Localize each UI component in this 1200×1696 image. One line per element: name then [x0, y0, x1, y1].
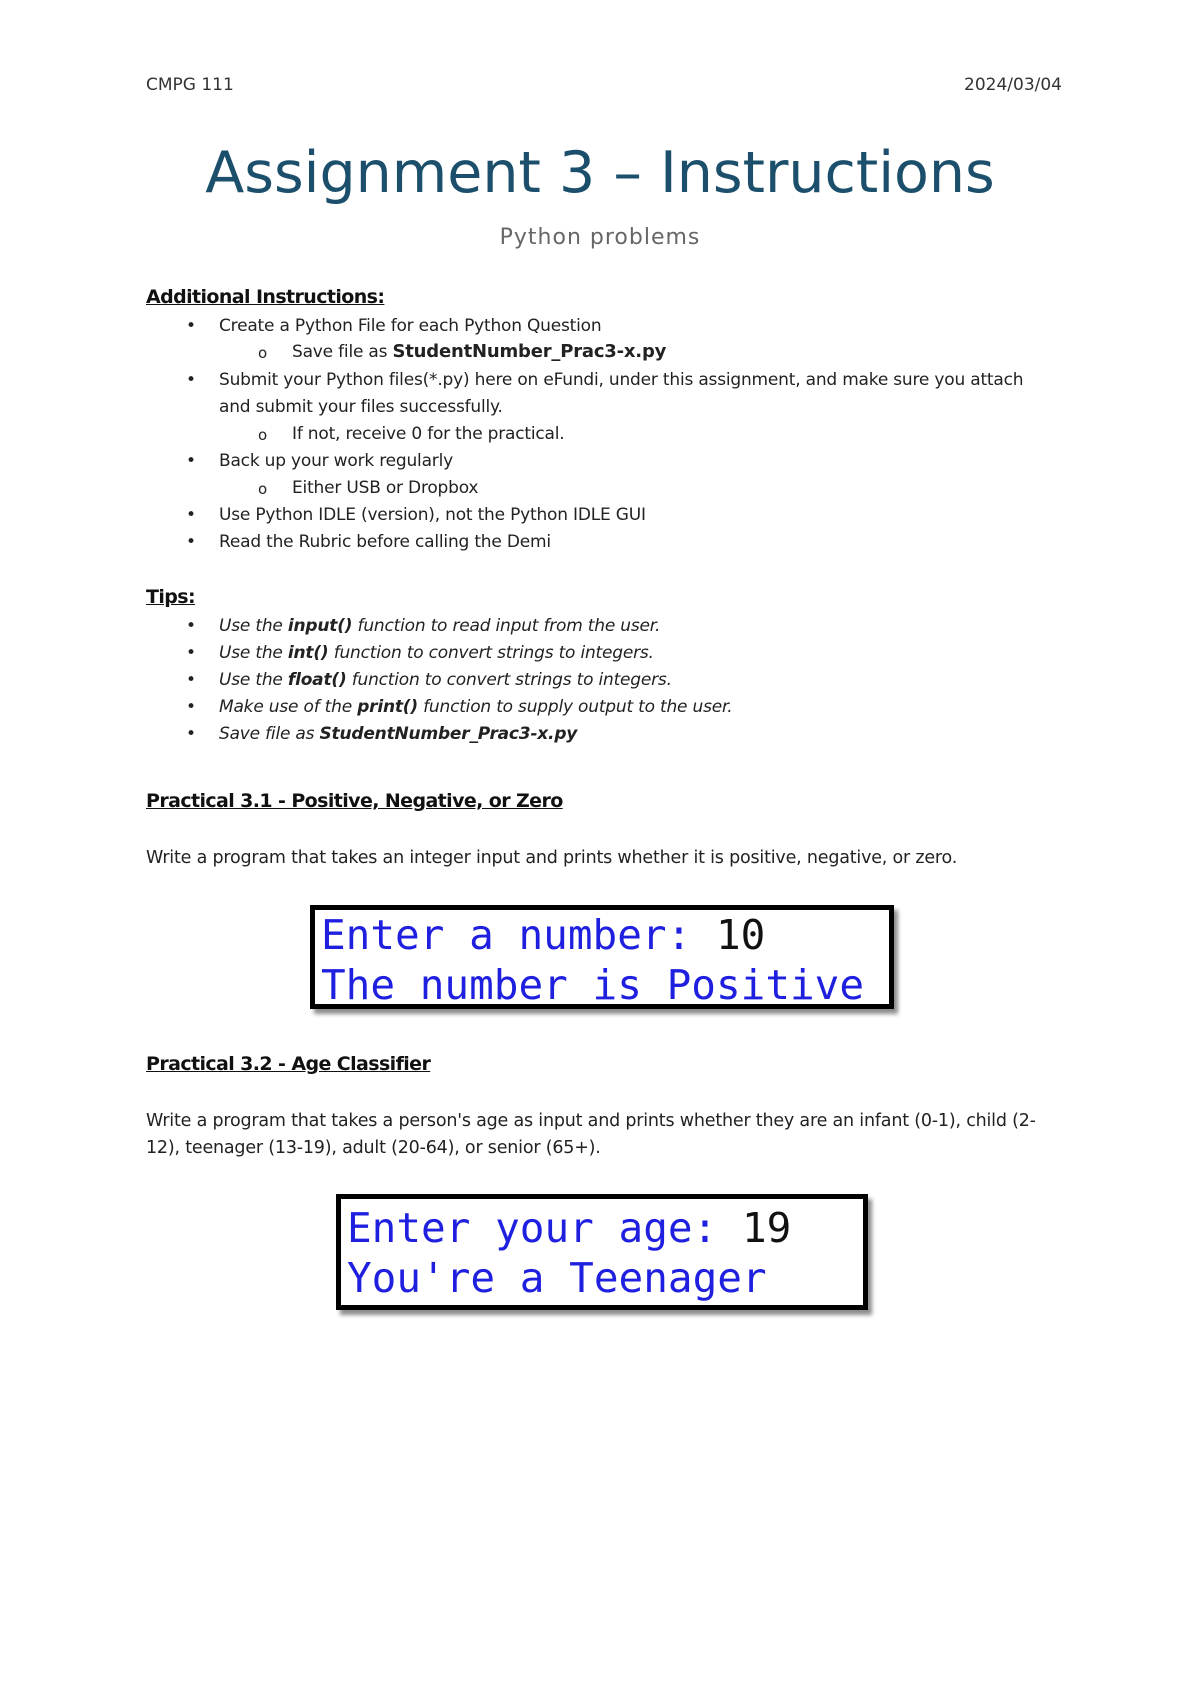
practical-3-2-description-line-1: Write a program that takes a person's age as input and prints whether they are an infant (0-1), child (2-	[146, 1111, 1036, 1131]
practical-3-1-heading: Practical 3.1 - Positive, Negative, or Zero	[146, 790, 563, 812]
sub-bullet-icon: o	[258, 344, 268, 362]
console-input-line: Enter a number: 10	[321, 911, 766, 959]
practical-3-1-description: Write a program that takes an integer input and prints whether it is positive, negative, or zero.	[146, 848, 958, 868]
practical-3-2-heading: Practical 3.2 - Age Classifier	[146, 1053, 431, 1075]
list-item: If not, receive 0 for the practical.	[292, 424, 565, 444]
bullet-icon: •	[186, 670, 197, 690]
bullet-icon: •	[186, 724, 197, 744]
page-title: Assignment 3 – Instructions	[205, 140, 995, 206]
course-code: CMPG 111	[146, 75, 234, 95]
list-item: Use the float() function to convert strings to integers.	[219, 670, 672, 690]
bullet-icon: •	[186, 643, 197, 663]
tips-heading: Tips:	[146, 586, 195, 608]
bullet-icon: •	[186, 616, 197, 636]
list-item: Either USB or Dropbox	[292, 478, 479, 498]
bullet-icon: •	[186, 697, 197, 717]
list-item: Use Python IDLE (version), not the Python IDLE GUI	[219, 505, 646, 525]
bullet-icon: •	[186, 316, 197, 336]
list-item: Use the int() function to convert strings to integers.	[219, 643, 654, 663]
sub-bullet-icon: o	[258, 480, 268, 498]
console-result-line: You're a Teenager	[347, 1254, 767, 1302]
document-date: 2024/03/04	[964, 75, 1062, 95]
list-item: Back up your work regularly	[219, 451, 453, 471]
list-item: and submit your files successfully.	[219, 397, 503, 417]
list-item: Save file as StudentNumber_Prac3-x.py	[292, 341, 667, 362]
additional-instructions-heading: Additional Instructions:	[146, 286, 385, 308]
list-item: Submit your Python files(*.py) here on eFundi, under this assignment, and make sure you attach	[219, 370, 1024, 390]
bullet-icon: •	[186, 451, 197, 471]
sub-bullet-icon: o	[258, 426, 268, 444]
console-result-line: The number is Positive	[321, 961, 865, 1009]
list-item: Save file as StudentNumber_Prac3-x.py	[219, 724, 578, 744]
bullet-icon: •	[186, 532, 197, 552]
page-subtitle: Python problems	[499, 225, 701, 250]
bullet-icon: •	[186, 505, 197, 525]
console-output-positive	[310, 905, 894, 1009]
list-item: Make use of the print() function to supply output to the user.	[219, 697, 733, 717]
list-item: Use the input() function to read input from the user.	[219, 616, 661, 636]
list-item: Read the Rubric before calling the Demi	[219, 532, 551, 552]
console-output-age	[336, 1194, 868, 1310]
practical-3-2-description-line-2: 12), teenager (13-19), adult (20-64), or senior (65+).	[146, 1138, 601, 1158]
bullet-icon: •	[186, 370, 197, 390]
list-item: Create a Python File for each Python Question	[219, 316, 602, 336]
console-input-line: Enter your age: 19	[347, 1204, 792, 1252]
